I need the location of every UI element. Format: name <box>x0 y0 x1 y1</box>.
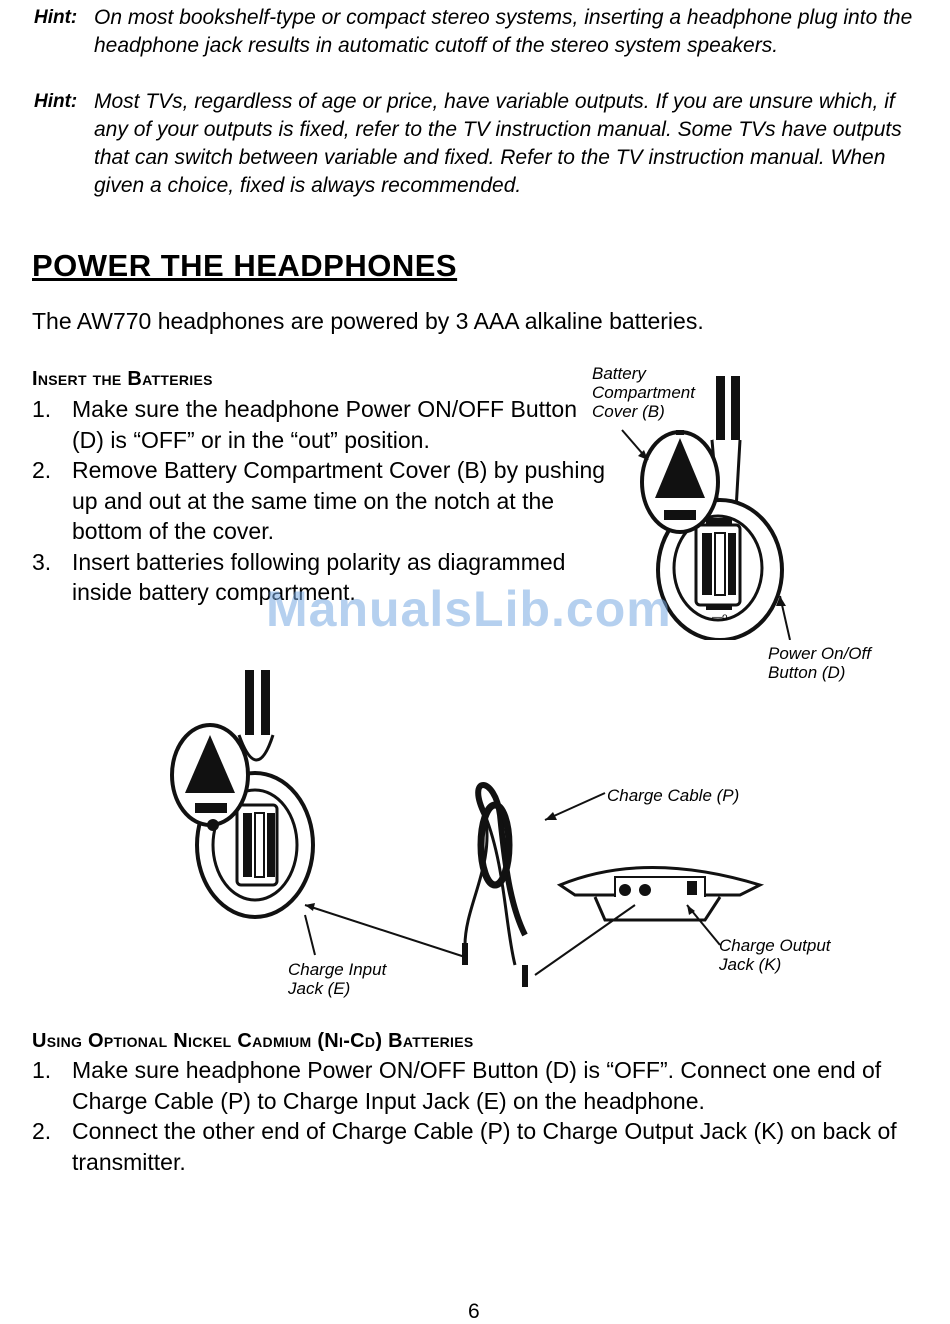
manualslib-watermark: ManualsLib.com <box>266 581 672 637</box>
optional-steps-list <box>32 1055 932 1177</box>
step-number: 1. <box>32 1057 52 1083</box>
label-charge-cable: Charge Cable (P) <box>607 786 740 805</box>
optional-step-1 <box>32 1055 932 1116</box>
optional-step-2 <box>32 1116 932 1177</box>
insert-step-2 <box>32 455 607 547</box>
hint-1 <box>34 4 934 60</box>
section-title: POWER THE HEADPHONES <box>32 248 458 283</box>
hint-1-text: On most bookshelf-type or compact stereo systems, inserting a headphone plug into the headphone jack results in automatic cutoff of the stereo system speakers. <box>94 6 913 57</box>
insert-step-1 <box>32 394 607 455</box>
hint-1-tag: Hint: <box>34 7 78 28</box>
step-text: Make sure the headphone Power ON/OFF Button (D) is “OFF” or in the “out” position. <box>72 396 577 453</box>
insert-batteries-heading: Insert the Batteries <box>32 368 213 390</box>
optional-batteries-heading: Using Optional Nickel Cadmium (Ni-Cd) Batteries <box>32 1030 474 1052</box>
step-text: Insert batteries following polarity as diagrammed inside battery compartment. <box>72 548 566 605</box>
label-power-button: Power On/Off Button (D) <box>768 644 871 682</box>
step-text: Connect the other end of Charge Cable (P) to Charge Output Jack (K) on back of transmitter. <box>72 1118 897 1175</box>
hint-2-tag: Hint: <box>34 91 78 112</box>
step-number: 3. <box>32 548 52 575</box>
step-number: 2. <box>32 1118 52 1144</box>
step-number: 2. <box>32 457 52 483</box>
svg-text:—o: —o <box>712 612 728 623</box>
step-number: 1. <box>32 396 52 422</box>
step-text: Make sure headphone Power ON/OFF Button (D) is “OFF”. Connect one end of Charge Cable (P) to Charge Input Jack (E) on the headphone. <box>72 1057 882 1114</box>
hint-2 <box>34 88 934 200</box>
insert-steps-list <box>32 394 607 608</box>
label-charge-input-jack: Charge Input Jack (E) <box>288 960 387 998</box>
page-number: 6 <box>468 1300 480 1323</box>
charging-illustration <box>165 665 805 1015</box>
step-text: Remove Battery Compartment Cover (B) by pushing up and out at the same time on the notch at the bottom of the cover. <box>72 457 606 544</box>
intro-text: The AW770 headphones are powered by 3 AAA alkaline batteries. <box>32 308 704 334</box>
label-battery-cover: Battery Compartment Cover (B) <box>592 364 695 421</box>
label-charge-output-jack: Charge Output Jack (K) <box>719 936 831 974</box>
hint-2-text: Most TVs, regardless of age or price, have variable outputs. If you are unsure which, if any of your outputs is fixed, refer to the TV instruction manual. Some TVs have outputs that can switch between variable and fixed. Refer to the TV instruction manual. When given a choice, fixed is always recommended. <box>94 90 902 197</box>
